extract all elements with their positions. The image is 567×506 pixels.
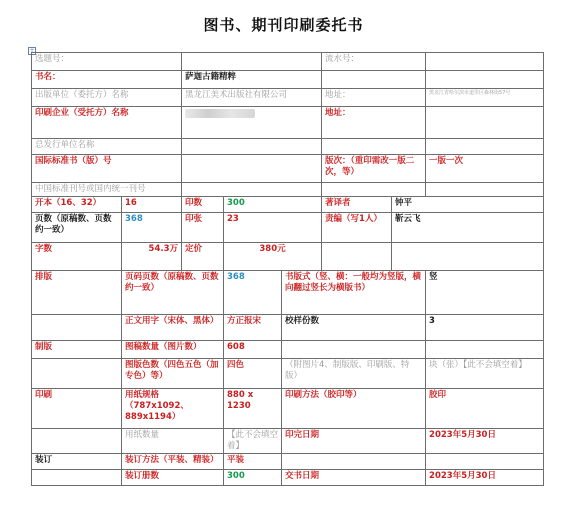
page-count-label: 页数（原稿数、页数约一致） xyxy=(32,213,122,243)
image-count-label: 图稿数量（图片数） xyxy=(122,341,224,359)
proof-copies-value[interactable]: 3 xyxy=(426,315,544,341)
issn-value[interactable] xyxy=(182,183,322,197)
bound-copies-label: 装订册数 xyxy=(122,470,224,486)
book-name-value[interactable]: 萨迦古籍精粹 xyxy=(182,71,322,89)
document-title: 图书、期刊印刷委托书 xyxy=(203,16,364,34)
body-font-label: 正文用字（宋体、黑体） xyxy=(122,315,224,341)
paper-size-value[interactable]: 880 x 1230 xyxy=(224,389,282,429)
isbn-label: 国际标准书（版）号 xyxy=(32,155,182,183)
table-row xyxy=(32,315,544,341)
print-run-value[interactable]: 300 xyxy=(224,197,322,213)
distributor-label: 总发行单位名称 xyxy=(32,139,182,155)
typeset-pages-label: 页码页数（原稿数、页数约一致） xyxy=(122,271,224,315)
price-extra-2[interactable] xyxy=(392,243,544,271)
sheets-label: 印张 xyxy=(182,213,224,243)
editor-label: 责编（写1人） xyxy=(322,213,392,243)
binding-section-label: 装订 xyxy=(32,454,122,470)
price-extra-1[interactable] xyxy=(322,243,392,271)
binding-method-value[interactable]: 平装 xyxy=(224,454,282,470)
table-row xyxy=(32,243,544,271)
edition-value[interactable]: 一版一次 xyxy=(426,155,544,183)
book-name-label: 书名： xyxy=(32,71,182,89)
table-move-handle-icon[interactable]: + xyxy=(29,47,35,54)
table-row xyxy=(32,271,544,315)
price-value[interactable]: 380元 xyxy=(224,243,322,271)
binding-method-label: 装订方法（平装、精装） xyxy=(122,454,224,470)
delivery-date-label: 交书日期 xyxy=(282,470,426,486)
table-row xyxy=(32,359,544,389)
distributor-extra-2[interactable] xyxy=(426,139,544,155)
plate-colors-label: 图版色数（四色五色（加专色）等） xyxy=(122,359,224,389)
topic-number-value[interactable] xyxy=(182,53,322,71)
distributor-extra-1[interactable] xyxy=(322,139,426,155)
table-row xyxy=(32,197,544,213)
printer-name-label: 印刷企业（受托方）名称 xyxy=(32,107,182,139)
layout-direction-label: 书版式（竖、横：一般均为竖版，横向翻过竖长为横版书） xyxy=(282,271,426,315)
word-count-value[interactable]: 54.3万 xyxy=(122,243,182,271)
page-count-value[interactable]: 368 xyxy=(122,213,182,243)
book-name-extra-2[interactable] xyxy=(426,71,544,89)
layout-direction-value[interactable]: 竖 xyxy=(426,271,544,315)
table-row xyxy=(32,155,544,183)
paper-quantity-label: 用纸数量 xyxy=(122,429,224,454)
table-row xyxy=(32,429,544,454)
paper-size-label: 用纸规格（787x1092、889x1194） xyxy=(122,389,224,429)
print-run-label: 印数 xyxy=(182,197,224,213)
redacted-printer-name xyxy=(185,109,255,118)
print-method-value[interactable]: 胶印 xyxy=(426,389,544,429)
issn-extra-1[interactable] xyxy=(322,183,426,197)
image-count-value[interactable]: 608 xyxy=(224,341,282,359)
bound-copies-value[interactable]: 300 xyxy=(224,470,282,486)
printer-name-value[interactable] xyxy=(182,107,322,139)
print-finish-date-value[interactable]: 2023年5月30日 xyxy=(426,429,544,454)
proof-copies-label: 校样份数 xyxy=(282,315,426,341)
editor-value[interactable]: 靳云飞 xyxy=(392,213,544,243)
plate-attachments-note: （附图片4、制版版、印刷版、特版） xyxy=(282,359,426,389)
isbn-value[interactable] xyxy=(182,155,322,183)
author-value[interactable]: 钟平 xyxy=(392,197,544,213)
serial-number-label: 流水号： xyxy=(322,53,426,71)
commission-form-table xyxy=(31,52,544,486)
table-row xyxy=(32,213,544,243)
print-finish-date-label: 印完日期 xyxy=(282,429,426,454)
table-row xyxy=(32,470,544,486)
table-row xyxy=(32,389,544,429)
table-row xyxy=(32,71,544,89)
binding-method-extra-2[interactable] xyxy=(426,454,544,470)
issn-label: 中国标准刊号或国内统一刊号 xyxy=(32,183,182,197)
issn-extra-2[interactable] xyxy=(426,183,544,197)
printer-address-label: 地址： xyxy=(322,107,426,139)
format-label: 开本（16、32） xyxy=(32,197,122,213)
table-row xyxy=(32,183,544,197)
table-row xyxy=(32,107,544,139)
publisher-address-label: 地址： xyxy=(322,89,426,107)
table-row xyxy=(32,341,544,359)
printing-section-label: 印刷 xyxy=(32,389,122,429)
topic-number-label: 选题号： xyxy=(32,53,182,71)
image-count-extra-2[interactable] xyxy=(426,341,544,359)
binding-continued xyxy=(32,470,122,486)
typesetting-continued xyxy=(32,315,122,341)
image-count-extra-1[interactable] xyxy=(282,341,426,359)
book-name-extra-1[interactable] xyxy=(322,71,426,89)
table-row xyxy=(32,454,544,470)
typeset-pages-value[interactable]: 368 xyxy=(224,271,282,315)
body-font-value[interactable]: 方正报宋 xyxy=(224,315,282,341)
plate-block-count[interactable]: 块（张）【此不会填空着】 xyxy=(426,359,544,389)
edition-label: 版次：（重印需改一版二次，等） xyxy=(322,155,426,183)
publisher-address-value[interactable]: 黑龙江省哈尔滨市道里区森林街57号 xyxy=(426,89,544,107)
author-label: 著译者 xyxy=(322,197,392,213)
binding-method-extra-1[interactable] xyxy=(282,454,426,470)
publisher-name-label: 出版单位（委托方）名称 xyxy=(32,89,182,107)
table-row xyxy=(32,53,544,71)
sheets-value[interactable]: 23 xyxy=(224,213,322,243)
format-value[interactable]: 16 xyxy=(122,197,182,213)
typesetting-section-label: 排版 xyxy=(32,271,122,315)
plate-colors-value[interactable]: 四色 xyxy=(224,359,282,389)
platemaking-continued xyxy=(32,359,122,389)
printer-address-value[interactable] xyxy=(426,107,544,139)
distributor-value[interactable] xyxy=(182,139,322,155)
serial-number-value[interactable] xyxy=(426,53,544,71)
table-row xyxy=(32,139,544,155)
word-count-label: 字数 xyxy=(32,243,122,271)
platemaking-section-label: 制版 xyxy=(32,341,122,359)
print-method-label: 印刷方法（胶印等） xyxy=(282,389,426,429)
table-row xyxy=(32,89,544,107)
delivery-date-value[interactable]: 2023年5月30日 xyxy=(426,470,544,486)
price-label: 定价 xyxy=(182,243,224,271)
printing-continued xyxy=(32,429,122,454)
paper-quantity-value[interactable]: 【此不会填空着】 xyxy=(224,429,282,454)
publisher-name-value[interactable]: 黑龙江美术出版社有限公司 xyxy=(182,89,322,107)
